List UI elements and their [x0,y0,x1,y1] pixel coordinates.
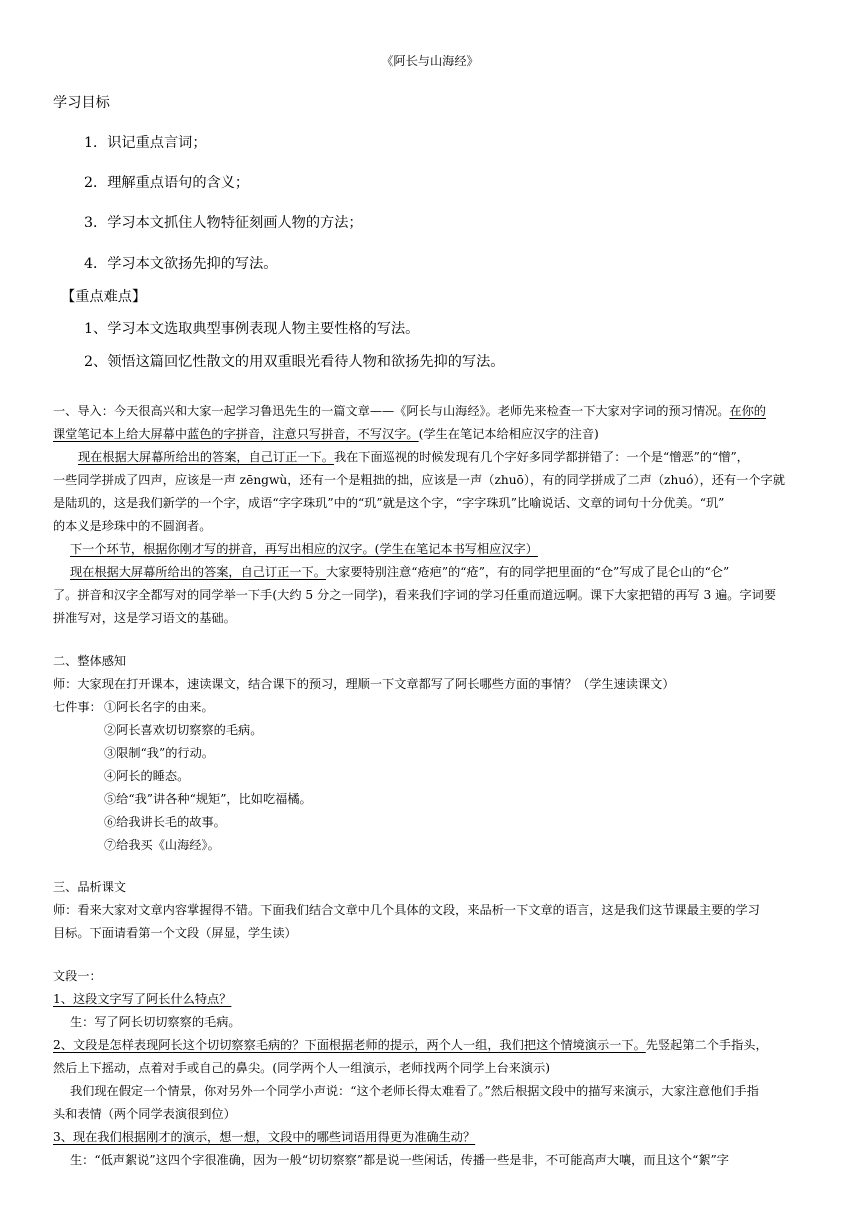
question: 然后上下摇动，点着对手或自己的鼻尖。(同学两个人一组演示，老师找两个同学上台来演示) [53,1061,551,1075]
event-item: ⑦给我买《山海经》。 [104,838,220,852]
goal-item: 2．理解重点语句的含义； [84,175,250,191]
event-item: ①阿长名字的由来。 [104,700,214,714]
answer: 生：写了阿长切切察察的毛病。 [70,1015,241,1029]
events-label: 七件事： [53,700,102,714]
section-heading: 三、品析课文 [53,880,127,894]
key-point-item: 2、领悟这篇回忆性散文的用双重眼光看待人物和欲扬先抑的写法。 [84,354,505,370]
event-item: ③限制“我”的行动。 [104,746,214,760]
question: 2、文段是怎样表现阿长这个切切察察毛病的？下面根据老师的提示，两个人一组，我们把这个情境演示一下。先竖起第二个手指头， [53,1038,768,1052]
goal-item: 4．学习本文欲扬先抑的写法。 [84,256,278,272]
question: 3、现在我们根据刚才的演示，想一想，文段中的哪些词语用得更为准确生动？ [53,1130,476,1144]
passage-label: 文段一： [53,969,102,983]
intro-line: 是陆玑的，这是我们新学的一个字，成语“字字珠玑”中的“玑”就是这个字，“字字珠玑”比喻说话、文章的词句十分优美。“玑” [53,496,725,510]
question: 1、这段文字写了阿长什么特点？ [53,992,232,1006]
event-item: ⑥给我讲长毛的故事。 [104,815,226,829]
event-item: ④阿长的睡态。 [104,769,190,783]
event-item: ②阿长喜欢切切察察的毛病。 [104,723,263,737]
intro-line: 现在根据大屏幕所给出的答案，自己订正一下。我在下面巡视的时候发现有几个字好多同学都拼错了：一个是“憎恶”的“憎”， [78,450,749,464]
key-points-heading: 【重点难点】 [61,289,147,305]
event-item: ⑤给“我”讲各种“规矩”，比如吃福橘。 [104,792,312,806]
intro-line: 课堂笔记本上给大屏幕中蓝色的字拼音，注意只写拼音，不写汉字。(学生在笔记本给相应汉字的注音) [53,427,599,441]
intro-line: 的本义是珍珠中的不圆润者。 [53,519,212,533]
body-line: 我们现在假定一个情景，你对另外一个同学小声说：“这个老师长得太难看了。”然后根据文段中的描写来演示，大家注意他们手指 [70,1084,759,1098]
body-line: 头和表情（两个同学表演很到位） [53,1107,236,1121]
key-point-item: 1、学习本文选取典型事例表现人物主要性格的写法。 [84,321,420,337]
teacher-line: 目标。下面请看第一个文段（屏显，学生读） [53,926,297,940]
intro-line: 下一个环节，根据你刚才写的拼音，再写出相应的汉字。(学生在笔记本书写相应汉字） [70,542,538,556]
teacher-line: 师：大家现在打开课本，速读课文，结合课下的预习，理顺一下文章都写了阿长哪些方面的事情？（学生速读课文） [53,677,675,691]
intro-line: 拼准写对，这是学习语文的基础。 [53,611,236,625]
goal-item: 3．学习本文抓住人物特征刻画人物的方法； [84,215,363,231]
goal-item: 1．识记重点言词； [84,135,207,151]
intro-line: 一、导入：今天很高兴和大家一起学习鲁迅先生的一篇文章——《阿长与山海经》。老师先来检查一下大家对字词的预习情况。在你的 [53,404,766,418]
teacher-line: 师：看来大家对文章内容掌握得不错。下面我们结合文章中几个具体的文段，来品析一下文章的语言，这是我们这节课最主要的学习 [53,903,760,917]
answer: 生：“低声絮说”这四个字很准确，因为一般“切切察察”都是说一些闲话，传播一些是非，不可能高声大嚷，而且这个“絮”字 [70,1153,729,1167]
intro-line: 一些同学拼成了四声，应该是一声 zēngwù，还有一个是粗拙的拙，应该是一声（zhuō），有的同学拼成了二声（zhuó），还有一个字就 [53,473,785,487]
intro-line: 了。拼音和汉字全都写对的同学举一下手(大约 5 分之一同学)，看来我们字词的学习任重而道远啊。课下大家把错的再写 3 遍。字词要 [53,588,777,602]
intro-line: 现在根据大屏幕所给出的答案，自己订正一下。大家要特别注意“疮疤”的“疮”，有的同学把里面的“仓”写成了昆仑山的“仑” [70,565,730,579]
document-title: 《阿长与山海经》 [381,54,479,68]
section-heading: 二、整体感知 [53,654,127,668]
goals-heading: 学习目标 [53,95,110,111]
